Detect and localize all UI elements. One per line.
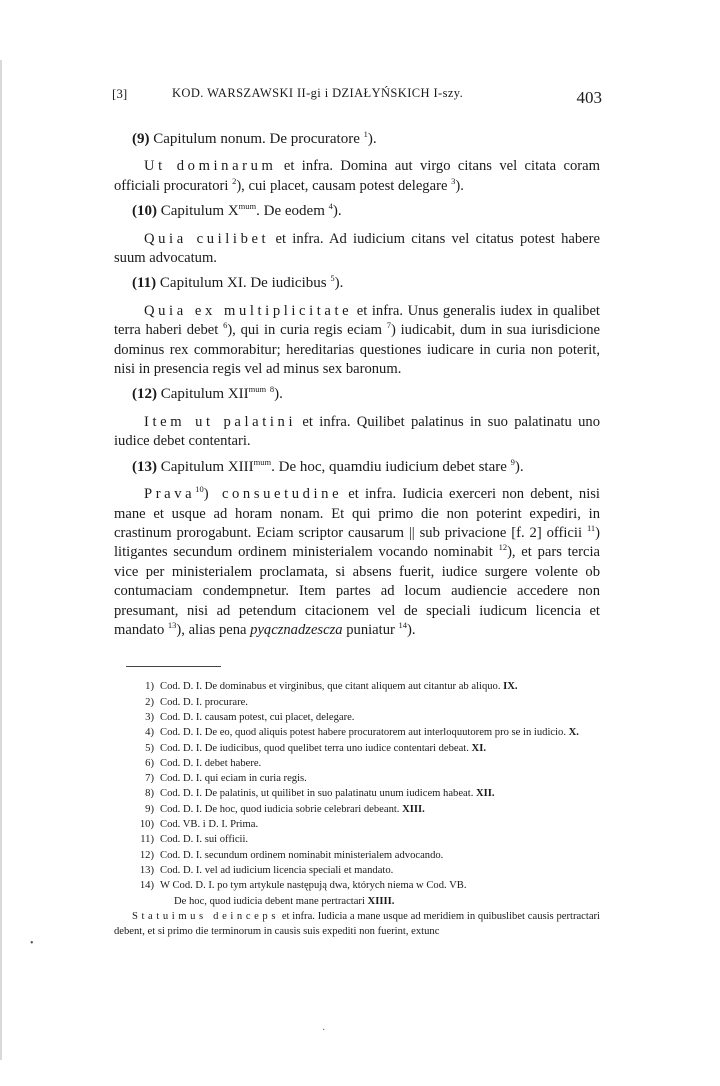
main-text: [114, 124, 600, 939]
chapter-heading-13: (13) Capitulum $XIII^{mum}$. De hoc, quamdiu iudicium debet stare $^9$).: [132, 456, 524, 475]
footnote: 14) W Cod. D. I. po tym artykule następują dwa, których niema w Cod. VB.: [139, 880, 467, 892]
footnotes: [114, 679, 600, 939]
footnote-rule: [126, 666, 221, 667]
paragraph-13: Prava$^{10}$) consuetudine et infra. Iudicia exerceri non debent, nisi mane et usque ad horam nonam. Et qui primo die non poterint expediri, in crastinum prorogabunt. Eciam scriptor causarum || sub privacione [f. 2] officii $^{11}$) litigantes secundum ordinem ministerialem vocando nominabit $^{12}$), et pars tercia vice per ministerialem proclamata, si absens fuerit, iudice surgere volente ob contumaciam condempnetur. Item partes ad locum audiencie accedere non presumant, nisi ad petendum citacionem vel de speciali iudicum licencia et mandato $^{13}$), alias pena pyąсznadzescza puniatur $^{14}$).: [114, 484, 601, 638]
footnote: 2) Cod. D. I. procurare.: [145, 696, 248, 708]
paragraph-11: Quia ex multiplicitate et infra. Unus generalis iudex in qualibet terra haberi debet $^6$), qui in curia regis eciam $^7$) iudicabit, dum in sua iurisdicione dominus rex commorabitur; hereditarias questiones iudicare in curia non poterit, nisi in presencia regis vel ad minus sex baronum.: [114, 302, 600, 378]
footnote: 13) Cod. D. I. vel ad iudicium licencia speciali et mandato.: [139, 864, 394, 876]
bullet-dot: ·: [322, 1025, 326, 1036]
footnote: 7) Cod. D. I. qui eciam in curia regis.: [145, 773, 307, 785]
scan-edge: [0, 60, 2, 1060]
footnote: 10) Cod. VB. i D. I. Prima.: [139, 819, 259, 831]
footnote: 1) Cod. D. I. De dominabus et virginibus, que citant aliquem aut citantur ab aliquo. IX.: [145, 681, 518, 693]
paragraph-12: Item ut palatini et infra. Quilibet palatinus in suo palatinatu uno iudice debet contentari.: [114, 413, 600, 450]
page-number: 403: [576, 88, 602, 107]
bullet-dot: •: [30, 938, 34, 949]
chapter-heading-12: (12) Capitulum $XII^{mum}$ $^8$).: [132, 384, 283, 403]
paragraph-10: Quia cuilibet et infra. Ad iudicium citans vel citatus potest habere suum advocatum.: [114, 230, 600, 267]
footnote: 5) Cod. D. I. De iudicibus, quod quelibet terra uno iudice contentari debeat. XI.: [145, 742, 486, 754]
chapter-heading-10: (10) Capitulum $X^{mum}$. De eodem $^4$).: [132, 201, 342, 220]
footnote: 6) Cod. D. I. debet habere.: [145, 757, 262, 769]
footnote: 11) Cod. D. I. sui officii.: [140, 834, 249, 846]
footnote: 3) Cod. D. I. causam potest, cui placet, delegare.: [145, 711, 355, 723]
chapter-heading-9: (9) Capitulum nonum. De procuratore $^1$).: [132, 129, 377, 147]
footnote-continuation: De hoc, quod iudicia debent mane pertractari XIIII.: [174, 895, 395, 907]
paragraph-9: Ut dominarum et infra. Domina aut virgo citans vel citata coram officiali procuratori $^2$), cui placet, causam potest delegare $^3$).: [114, 158, 600, 194]
footnote: 9) Cod. D. I. De hoc, quod iudicia sobrie celebrari debeant. XIII.: [145, 803, 425, 815]
footnote: 4) Cod. D. I. De eo, quod aliquis potest habere procuratorem aut interloquutorem pro se in iudicio. X.: [145, 727, 579, 739]
running-title: KOD. WARSZAWSKI II-gi i DZIAŁYŃSKICH I-szy.: [172, 86, 464, 100]
chapter-heading-11: (11) Capitulum XI. De iudicibus $^5$).: [132, 273, 344, 292]
quoted-article: Statuimus deinceps et infra. Iudicia a mane usque ad meridiem in quibuslibet causis pertractari debent, et si primo die terminorum in causis suis expediti non fuerint, extunc: [114, 910, 600, 938]
running-header: [112, 82, 602, 106]
footnote: 12) Cod. D. I. secundum ordinem nominabit ministerialem advocando.: [139, 849, 444, 861]
page-reference: [3]: [112, 86, 128, 101]
footnote: 8) Cod. D. I. De palatinis, ut quilibet in suo palatinatu unum iudicem habeat. XII.: [145, 788, 495, 800]
